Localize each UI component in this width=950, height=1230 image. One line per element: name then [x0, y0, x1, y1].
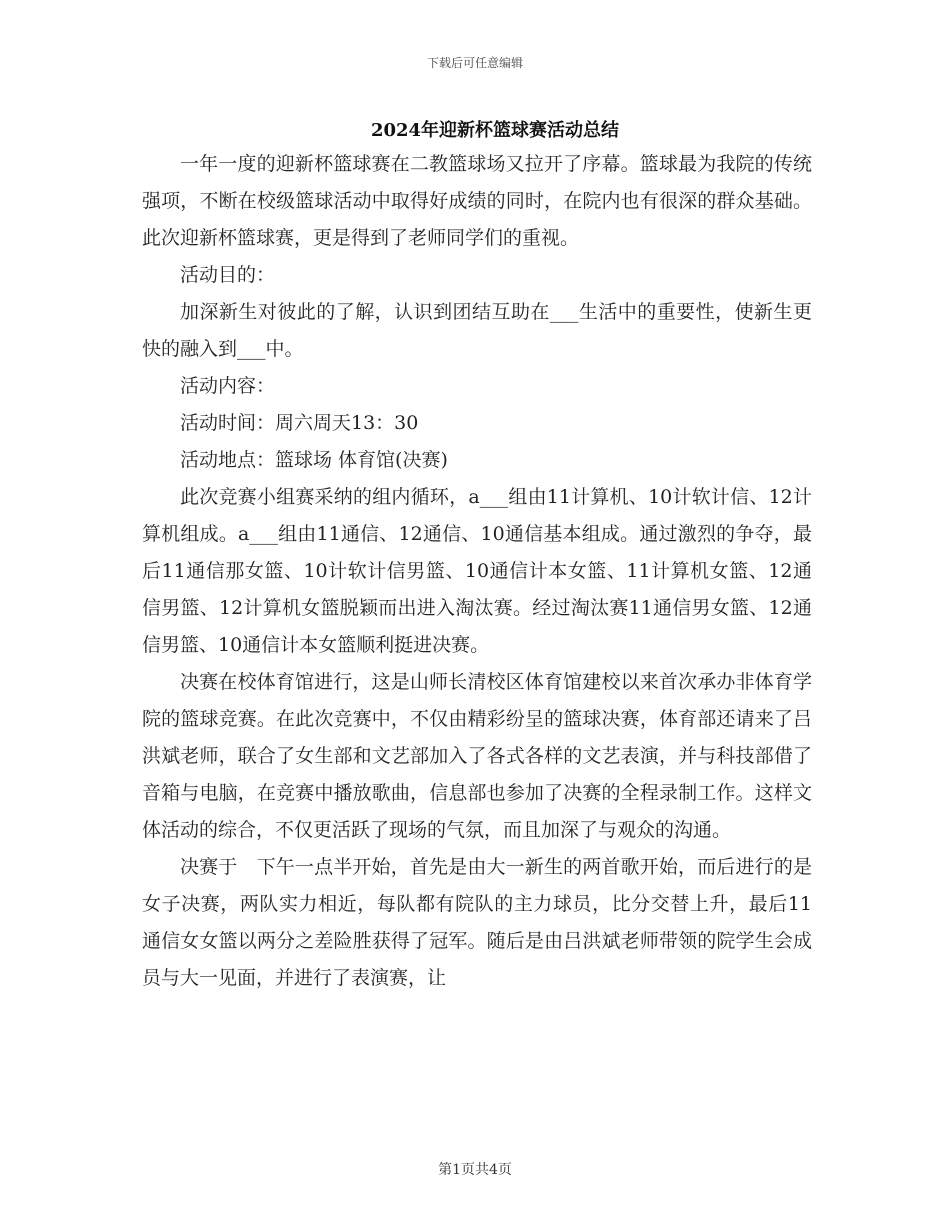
- page-header: 下载后可任意编辑: [426, 56, 523, 70]
- document-body: [142, 146, 812, 997]
- paragraph-finals-venue: 决赛在校体育馆进行，这是山师长清校区体育馆建校以来首次承办非体育学院的篮球竞赛。在此次竞赛中，不仅由精彩纷呈的篮球决赛，体育部还请来了吕洪斌老师，联合了女生部和文艺部加入了各式各样的文艺表演，并与科技部借了音箱与电脑，在竞赛中播放歌曲，信息部也参加了决赛的全程录制工作。这样文体活动的综合，不仅更活跃了现场的气氛，而且加深了与观众的沟通。: [142, 671, 812, 841]
- paragraph-finals-process: 决赛于 下午一点半开始，首先是由大一新生的两首歌开始，而后进行的是女子决赛，两队实力相近，每队都有院队的主力球员，比分交替上升，最后11通信女女篮以两分之差险胜获得了冠军。随后是由吕洪斌老师带领的院学生会成员与大一见面，并进行了表演赛，让: [142, 856, 812, 989]
- paragraph-location: 活动地点：篮球场 体育馆(决赛): [180, 449, 448, 471]
- paragraph-group-stage: 此次竞赛小组赛采纳的组内循环，a___组由11计算机、10计软计信、12计算机组成。a___组由11通信、12通信、10通信基本组成。通过激烈的争夺，最后11通信那女篮、10计软计信男篮、10通信计本女篮、11计算机女篮、12通信男篮、12计算机女篮脱颖而出进入淘汰赛。经过淘汰赛11通信男女篮、12通信男篮、10通信计本女篮顺利挺进决赛。: [142, 486, 812, 656]
- document-title: 2024年迎新杯篮球赛活动总结: [370, 120, 620, 141]
- paragraph-time: 活动时间：周六周天13：30: [180, 412, 419, 434]
- paragraph-intro: 一年一度的迎新杯篮球赛在二教篮球场又拉开了序幕。篮球最为我院的传统强项，不断在校级篮球活动中取得好成绩的同时，在院内也有很深的群众基础。此次迎新杯篮球赛，更是得到了老师同学们的重视。: [142, 153, 812, 249]
- paragraph-purpose-heading: 活动目的：: [180, 264, 276, 286]
- paragraph-purpose: 加深新生对彼此的了解，认识到团结互助在___生活中的重要性，使新生更快的融入到___中。: [142, 301, 812, 360]
- page-footer: 第1页共4页: [438, 1162, 512, 1178]
- paragraph-content-heading: 活动内容：: [180, 375, 276, 397]
